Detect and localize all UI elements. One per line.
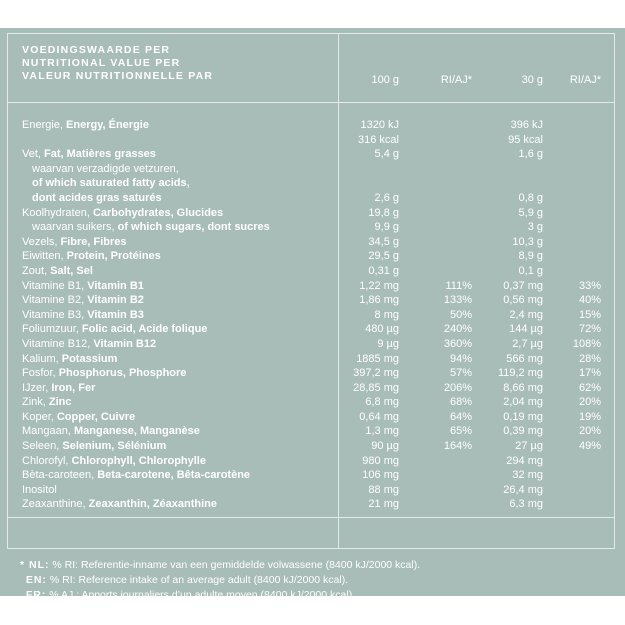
value-30g: 27 µg: [515, 440, 543, 453]
value-30g: 294 mg: [506, 454, 543, 467]
nutrient-name: Vitamine B2, Vitamin B2: [22, 294, 144, 307]
title-line-nl: VOEDINGSWAARDE PER: [22, 44, 171, 56]
nutrient-row: [8, 162, 614, 177]
ri-100g: 111%: [445, 279, 472, 292]
ri-30g: 108%: [572, 337, 601, 350]
value-100g: 1320 kJ: [360, 119, 399, 131]
ri-100g: 94%: [449, 352, 472, 365]
nutrient-name: Fosfor, Phosphorus, Phosphore: [22, 367, 187, 380]
value-30g: 144 µg: [509, 323, 543, 336]
nutrient-name: Foliumzuur, Folic acid, Acide folique: [22, 323, 208, 336]
value-100g: 1,3 mg: [365, 425, 399, 438]
nutrient-name: Zeaxanthine, Zeaxanthin, Zéaxanthine: [22, 498, 218, 511]
nutrient-row: [8, 249, 614, 264]
ri-30g: 20%: [578, 425, 601, 438]
nutrient-name: Vezels, Fibre, Fibres: [22, 235, 127, 248]
value-30g: 0,56 mg: [503, 294, 543, 307]
nutrient-row: [8, 497, 614, 512]
value-100g: 6,8 mg: [365, 396, 399, 409]
ri-100g: 133%: [443, 294, 472, 307]
nutrient-name: Vitamine B3, Vitamin B3: [22, 308, 144, 321]
col-header-100g: 100 g: [371, 74, 399, 86]
value-30g: 0,37 mg: [503, 279, 543, 292]
nutrient-row: [8, 279, 614, 294]
ri-100g: 164%: [443, 440, 472, 453]
nutrient-row: [8, 264, 614, 279]
nutrient-name: Inositol: [22, 483, 57, 496]
value-100g: 9,9 g: [374, 221, 399, 234]
value-100g: 980 mg: [362, 454, 399, 467]
value-100g: 88 mg: [368, 483, 399, 496]
nutrient-name: dont acides gras saturés: [32, 191, 162, 204]
value-30g: 0,1 g: [518, 264, 543, 277]
nutrient-name: Energie, Energy, Énergie: [22, 119, 149, 131]
nutrient-row: [8, 191, 614, 206]
value-100g: 480 µg: [365, 323, 399, 336]
col-header-ri-100g: RI/AJ*: [440, 74, 472, 86]
value-100g: 90 µg: [371, 440, 399, 453]
value-30g: 32 mg: [512, 469, 543, 482]
footnote-fr: FR: % AJ : Apports journaliers d’un adulte moyen (8400 kJ/2000 kcal).: [25, 589, 356, 601]
col-header-ri-30g: RI/AJ*: [569, 74, 601, 86]
nutrition-panel: [0, 28, 625, 601]
footnote-nl: * NL: % RI: Referentie-inname van een gemiddelde volwassene (8400 kJ/2000 kcal).: [20, 559, 421, 571]
nutrient-row: [8, 381, 614, 396]
value-30g: 5,9 g: [518, 206, 543, 219]
ri-30g: 62%: [578, 381, 601, 394]
nutrient-name: of which saturated fatty acids,: [32, 177, 190, 190]
ri-100g: 65%: [449, 425, 472, 438]
ri-30g: 28%: [578, 352, 601, 365]
nutrient-name: Zout, Salt, Sel: [22, 264, 93, 277]
ri-100g: 68%: [449, 396, 472, 409]
header-divider: [8, 102, 614, 103]
nutrient-row: [8, 468, 614, 483]
ri-100g: 50%: [449, 308, 472, 321]
nutrient-name: Zink, Zinc: [22, 396, 72, 409]
value-30g: 1,6 g: [518, 148, 543, 161]
value-30g: 566 mg: [506, 352, 543, 365]
nutrient-row: [8, 337, 614, 352]
value-100g: 397,2 mg: [353, 367, 399, 380]
value-100g: 0,31 g: [368, 264, 399, 277]
ri-30g: 15%: [578, 308, 601, 321]
ri-100g: 57%: [449, 367, 472, 380]
value-100g: 316 kcal: [358, 133, 399, 146]
nutrient-name: Seleen, Selenium, Sélénium: [22, 440, 167, 453]
ri-30g: 19%: [578, 410, 601, 423]
nutrient-name: Vet, Fat, Matières grasses: [22, 148, 156, 161]
nutrient-name: Koolhydraten, Carbohydrates, Glucides: [22, 206, 224, 219]
nutrient-row: [8, 322, 614, 337]
nutrient-name: Eiwitten, Protein, Protéines: [22, 250, 161, 263]
footnote-en: EN: % RI: Reference intake of an average adult (8400 kJ/2000 kcal).: [25, 574, 349, 586]
nutrient-row: [8, 220, 614, 235]
nutrient-row: [8, 424, 614, 439]
nutrient-name: Kalium, Potassium: [22, 352, 118, 365]
ri-100g: 64%: [449, 410, 472, 423]
nutrient-name: waarvan verzadigde vetzuren,: [32, 162, 179, 175]
nutrient-row: [8, 176, 614, 191]
nutrient-row: [8, 308, 614, 323]
nutrition-table: [7, 33, 615, 549]
value-100g: 106 mg: [362, 469, 399, 482]
nutrient-name: Vitamine B1, Vitamin B1: [22, 279, 144, 292]
nutrient-name: Mangaan, Manganese, Manganèse: [22, 425, 200, 438]
value-30g: 26,4 mg: [503, 483, 543, 496]
title-line-en: NUTRITIONAL VALUE PER: [22, 57, 181, 69]
nutrient-row: [8, 483, 614, 498]
value-30g: 6,3 mg: [509, 498, 543, 511]
value-100g: 1,86 mg: [359, 294, 399, 307]
nutrient-rows: [8, 118, 614, 512]
value-100g: 34,5 g: [368, 235, 399, 248]
value-30g: 396 kJ: [510, 119, 543, 131]
ri-30g: 40%: [578, 294, 601, 307]
nutrient-row: [8, 395, 614, 410]
value-30g: 2,04 mg: [503, 396, 543, 409]
nutrient-row: [8, 439, 614, 454]
value-30g: 0,8 g: [518, 191, 543, 204]
nutrient-row: [8, 133, 614, 148]
nutrient-row: [8, 147, 614, 162]
nutrient-name: Vitamine B12, Vitamin B12: [22, 337, 157, 350]
value-30g: 8,9 g: [518, 250, 543, 263]
value-100g: 28,85 mg: [353, 381, 399, 394]
value-100g: 2,6 g: [374, 191, 399, 204]
value-30g: 0,19 mg: [503, 410, 543, 423]
nutrient-row: [8, 235, 614, 250]
nutrient-row: [8, 410, 614, 425]
nutrient-name: Bèta-caroteen, Beta-carotene, Bêta-carotène: [22, 469, 251, 482]
value-30g: 8,66 mg: [503, 381, 543, 394]
nutrient-name: Chlorofyl, Chlorophyll, Chlorophylle: [22, 454, 206, 467]
ri-30g: 17%: [578, 367, 601, 380]
table-title: [22, 44, 213, 83]
value-30g: 119,2 mg: [497, 367, 543, 380]
value-100g: 1885 mg: [356, 352, 399, 365]
nutrient-name: IJzer, Iron, Fer: [22, 381, 96, 394]
value-100g: 5,4 g: [374, 148, 399, 161]
value-100g: 1,22 mg: [359, 279, 399, 292]
value-30g: 3 g: [527, 221, 543, 234]
nutrient-row: [8, 293, 614, 308]
ri-30g: 49%: [578, 440, 601, 453]
value-100g: 8 mg: [374, 308, 399, 321]
ri-30g: 33%: [578, 279, 601, 292]
value-100g: 29,5 g: [368, 250, 399, 263]
nutrient-name: Koper, Copper, Cuivre: [22, 410, 136, 423]
value-30g: 2,7 µg: [512, 337, 543, 350]
value-30g: 10,3 g: [512, 235, 543, 248]
value-30g: 2,4 mg: [509, 308, 543, 321]
nutrient-row: [8, 454, 614, 469]
value-100g: 0,64 mg: [359, 410, 399, 423]
value-30g: 95 kcal: [508, 133, 543, 146]
footnote: [20, 558, 420, 603]
nutrient-row: [8, 366, 614, 381]
value-100g: 21 mg: [368, 498, 399, 511]
body-divider: [8, 517, 614, 518]
title-line-fr: VALEUR NUTRITIONNELLE PAR: [22, 70, 214, 82]
value-30g: 0,39 mg: [503, 425, 543, 438]
nutrient-name: waarvan suikers, of which sugars, dont sucres: [32, 221, 270, 234]
ri-30g: 72%: [578, 323, 601, 336]
nutrient-row: [8, 352, 614, 367]
value-100g: 9 µg: [377, 337, 399, 350]
nutrient-row: [8, 118, 614, 133]
ri-30g: 20%: [578, 396, 601, 409]
ri-100g: 206%: [443, 381, 472, 394]
value-100g: 19,8 g: [368, 206, 399, 219]
col-header-30g: 30 g: [521, 74, 543, 86]
ri-100g: 360%: [443, 337, 472, 350]
ri-100g: 240%: [443, 323, 472, 336]
nutrient-row: [8, 206, 614, 221]
